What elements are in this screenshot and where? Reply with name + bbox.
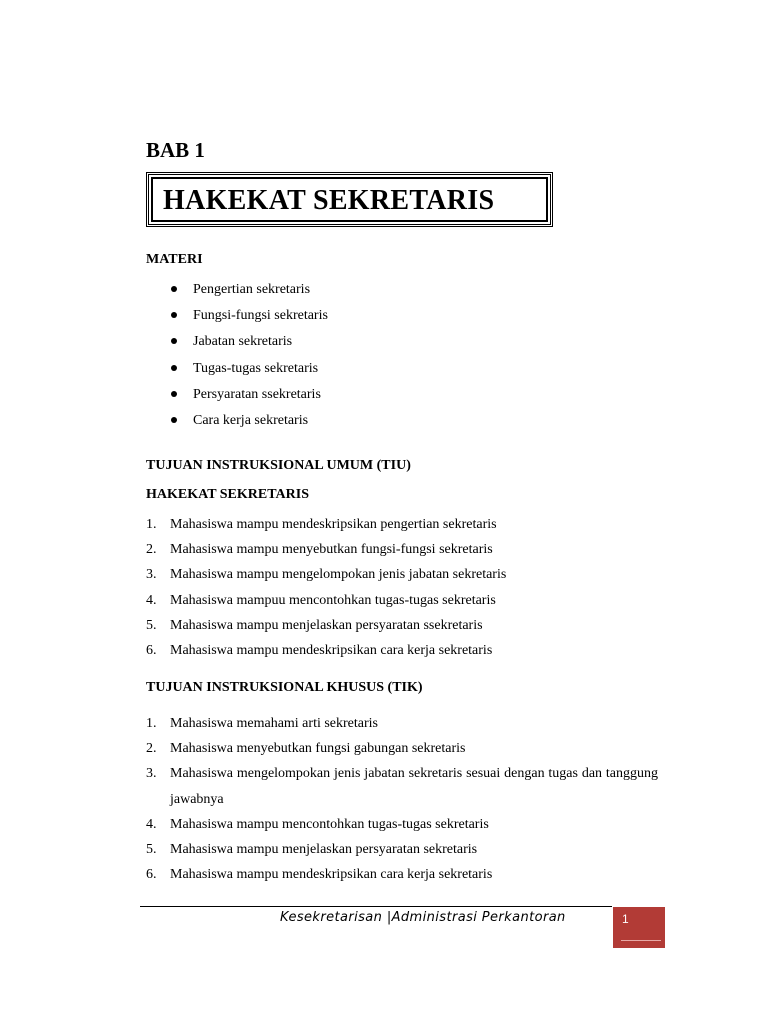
title-box (146, 172, 553, 227)
page-title: HAKEKAT SEKRETARIS (163, 185, 495, 216)
footer-divider (140, 906, 612, 907)
list-item: 3. Mahasiswa mampu mengelompokan jenis jabatan sekretaris (146, 567, 507, 583)
bullet-icon (171, 312, 177, 318)
list-item: Jabatan sekretaris (146, 332, 328, 358)
list-item: 5. Mahasiswa mampu menjelaskan persyaratan sekretaris (146, 842, 478, 858)
page-number-badge (613, 907, 665, 948)
list-item: Persyaratan ssekretaris (146, 385, 328, 411)
list-item: 3. Mahasiswa mengelompokan jenis jabatan sekretaris sesuai dengan tugas dan tanggung jawabnya (146, 766, 658, 807)
list-item: 6. Mahasiswa mampu mendeskripsikan cara kerja sekretaris (146, 867, 493, 883)
materi-list (146, 280, 328, 437)
bullet-icon (171, 286, 177, 292)
bullet-icon (171, 365, 177, 371)
list-item: 5. Mahasiswa mampu menjelaskan persyaratan ssekretaris (146, 617, 483, 633)
list-item: 2. Mahasiswa mampu menyebutkan fungsi-fungsi sekretaris (146, 542, 493, 558)
tik-heading: TUJUAN INSTRUKSIONAL KHUSUS (TIK) (146, 680, 423, 695)
materi-heading: MATERI (146, 252, 203, 267)
tiu-list (146, 512, 658, 663)
bullet-icon (171, 338, 177, 344)
chapter-label: BAB 1 (146, 138, 205, 162)
list-item: 1. Mahasiswa memahami arti sekretaris (146, 716, 378, 731)
bullet-icon (171, 391, 177, 397)
tiu-subheading: HAKEKAT SEKRETARIS (146, 487, 309, 502)
tiu-heading: TUJUAN INSTRUKSIONAL UMUM (TIU) (146, 458, 411, 473)
bullet-icon (171, 417, 177, 423)
list-item: 6. Mahasiswa mampu mendeskripsikan cara kerja sekretaris (146, 643, 493, 659)
page-number: 1 (622, 912, 629, 926)
list-item: Pengertian sekretaris (146, 280, 328, 306)
list-item: 4. Mahasiswa mampu mencontohkan tugas-tugas sekretaris (146, 816, 489, 832)
tik-list (146, 711, 658, 887)
list-item: Cara kerja sekretaris (146, 411, 328, 437)
list-item: Tugas-tugas sekretaris (146, 359, 328, 385)
footer-text: Kesekretarisan |Administrasi Perkantoran (280, 910, 566, 925)
list-item: 1. Mahasiswa mampu mendeskripsikan pengertian sekretaris (146, 517, 497, 532)
page-badge-divider (621, 940, 661, 941)
list-item: Fungsi-fungsi sekretaris (146, 306, 328, 332)
list-item: 4. Mahasiswa mampuu mencontohkan tugas-tugas sekretaris (146, 592, 496, 608)
list-item: 2. Mahasiswa menyebutkan fungsi gabungan sekretaris (146, 741, 466, 757)
